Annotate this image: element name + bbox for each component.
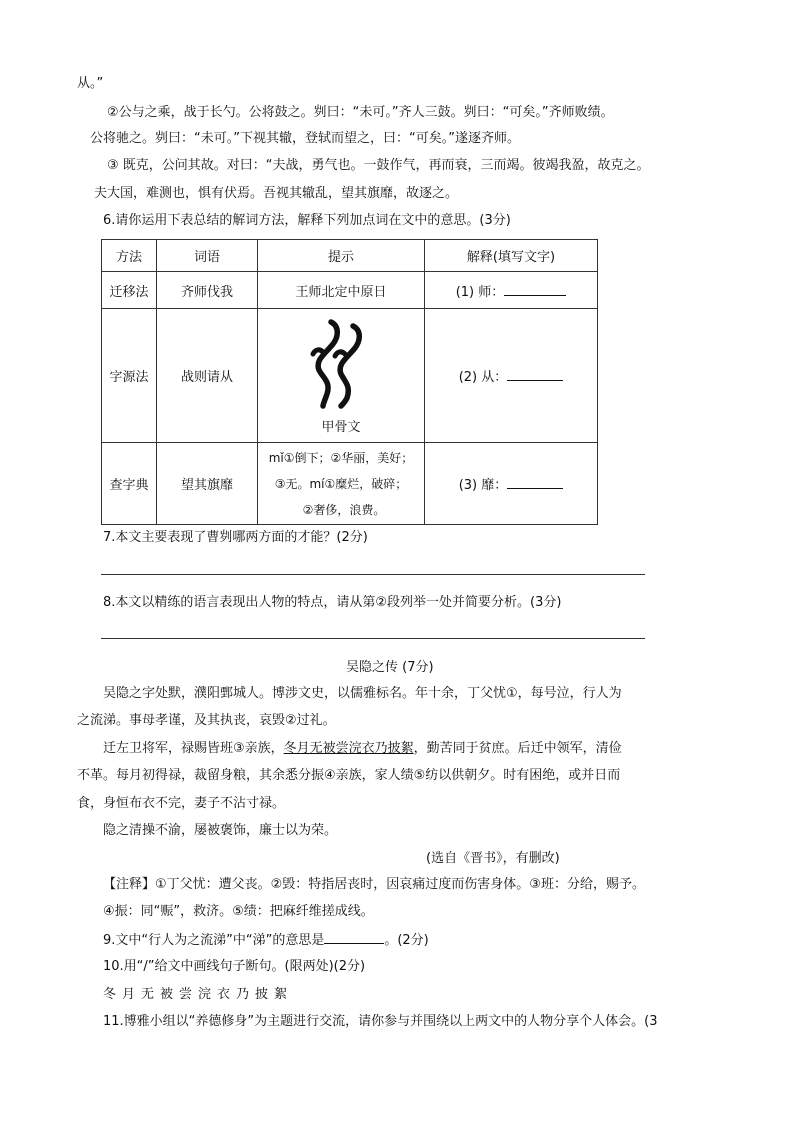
q9-prompt-b: 。(2分) xyxy=(384,933,429,948)
q6-header-answer: 解释(填写文字) xyxy=(425,240,598,272)
q10-prompt: 10.用“/”给文中画线句子断句。(限两处)(2分) xyxy=(103,959,366,974)
q6-row3-hint-line2: ③无。mí①糜烂，破碎； xyxy=(274,476,408,491)
q6-row1-hint: 王师北定中原日 xyxy=(258,272,425,309)
q6-header-hint: 提示 xyxy=(258,240,425,272)
q9-blank[interactable] xyxy=(324,931,384,944)
q9-prompt-a: 9.文中“行人为之流涕”中“涕”的意思是 xyxy=(103,933,325,948)
q7-prompt: 7.本文主要表现了曹刿哪两方面的才能？(2分) xyxy=(103,530,368,545)
passage2-note-line1: 【注释】①丁父忧：遭父丧。②毁：特指居丧时，因哀痛过度而伤害身体。③班：分给，赐予。 xyxy=(103,877,645,892)
q11-prompt: 11.博雅小组以“养德修身”为主题进行交流，请你参与并围绕以上两文中的人物分享个人体会。(3 xyxy=(103,1014,658,1029)
passage2-p2-line3: 食，身恒布衣不完，妻子不沾寸禄。 xyxy=(77,796,286,811)
q6-row2-answer-label: (2) 从： xyxy=(458,370,508,385)
q6-row2-blank[interactable] xyxy=(507,368,563,381)
q6-row-2 xyxy=(102,309,598,443)
q6-row-1 xyxy=(102,272,598,309)
passage2-underlined-sentence: 冬月无被尝浣衣乃披絮 xyxy=(283,741,414,756)
passage2-p2-line1 xyxy=(103,740,622,758)
q6-row3-hint-line3: ②奢侈，浪费。 xyxy=(302,502,386,517)
passage1-p3-line1: ③ 既克，公问其故。对曰：“夫战，勇气也。一鼓作气，再而衰，三而竭。彼竭我盈，故克之。 xyxy=(107,158,650,173)
q6-row3-method: 查字典 xyxy=(102,443,157,525)
q6-row2-hint-caption: 甲骨文 xyxy=(321,420,361,435)
oracle-bone-cong-glyph xyxy=(301,316,381,410)
q6-row3-word: 望其旗靡 xyxy=(157,443,258,525)
q6-row1-blank[interactable] xyxy=(504,283,566,296)
q6-row1-method: 迁移法 xyxy=(102,272,157,309)
q6-row3-hint xyxy=(258,443,425,525)
passage1-p2-line1: ②公与之乘，战于长勺。公将鼓之。刿曰：“未可。”齐人三鼓。刿曰：“可矣。”齐师败绩。 xyxy=(107,105,614,120)
passage1-p3-line2: 夫大国，难测也，惧有伏焉。吾视其辙乱，望其旗靡，故逐之。 xyxy=(94,186,459,201)
q6-row2-method: 字源法 xyxy=(102,309,157,443)
q6-row1-answer-cell xyxy=(425,272,598,309)
passage2-note-line2: ④振：同“赈”，救济。⑤绩：把麻纤维搓成线。 xyxy=(103,904,374,919)
q9-prompt xyxy=(103,931,429,950)
q6-row3-hint-line1: mǐ①倒下；②华丽，美好； xyxy=(268,450,414,465)
q6-row2-word: 战则请从 xyxy=(157,309,258,443)
passage2-p2-line1-b: ，勤苦同于贫庶。后迁中领军，清俭 xyxy=(413,741,622,756)
passage2-source: (选自《晋书》，有删改) xyxy=(426,851,560,866)
q6-header-method: 方法 xyxy=(102,240,157,272)
passage2-p1-line2: 之流涕。事母孝谨，及其执丧，哀毁②过礼。 xyxy=(77,713,336,728)
passage2-p2-line1-a: 迁左卫将军，禄赐皆班③亲族， xyxy=(103,741,284,756)
passage1-p2-line2: 公将驰之。刿曰：“未可。”下视其辙，登轼而望之，曰：“可矣。”遂逐齐师。 xyxy=(90,131,520,146)
q6-row2-answer-cell xyxy=(425,309,598,443)
q10-sentence: 冬月无被尝浣衣乃披絮 xyxy=(103,987,294,1002)
passage2-p3: 隐之清操不渝，屡被褒饰，廉士以为荣。 xyxy=(103,823,338,838)
passage2-p1-line1: 吴隐之字处默，濮阳鄄城人。博涉文史，以儒雅标名。年十余，丁父忧①，每号泣，行人为 xyxy=(103,686,622,701)
passage2-p2-line2: 不革。每月初得禄，裁留身粮，其余悉分振④亲族，家人绩⑤纺以供朝夕。时有困绝，或并日而 xyxy=(77,768,621,783)
q6-row3-blank[interactable] xyxy=(507,476,563,489)
q6-row3-answer-cell xyxy=(425,443,598,525)
q6-row1-answer-label: (1) 师： xyxy=(455,284,505,300)
q7-answer-line[interactable] xyxy=(101,574,645,575)
q6-table xyxy=(101,239,598,525)
q6-prompt: 6.请你运用下表总结的解词方法，解释下列加点词在文中的意思。(3分) xyxy=(103,213,511,228)
q6-row1-word: 齐师伐我 xyxy=(157,272,258,309)
q8-prompt: 8.本文以精练的语言表现出人物的特点，请从第②段列举一处并简要分析。(3分) xyxy=(103,595,562,610)
q6-row-3 xyxy=(102,443,598,525)
q8-answer-line[interactable] xyxy=(101,638,645,639)
passage1-line0: 从。” xyxy=(77,76,104,91)
q6-row2-hint xyxy=(258,309,425,443)
q6-header-word: 词语 xyxy=(157,240,258,272)
passage2-title: 吴隐之传 (7分) xyxy=(346,660,434,675)
q6-row3-answer-label: (3) 靡： xyxy=(458,478,508,493)
